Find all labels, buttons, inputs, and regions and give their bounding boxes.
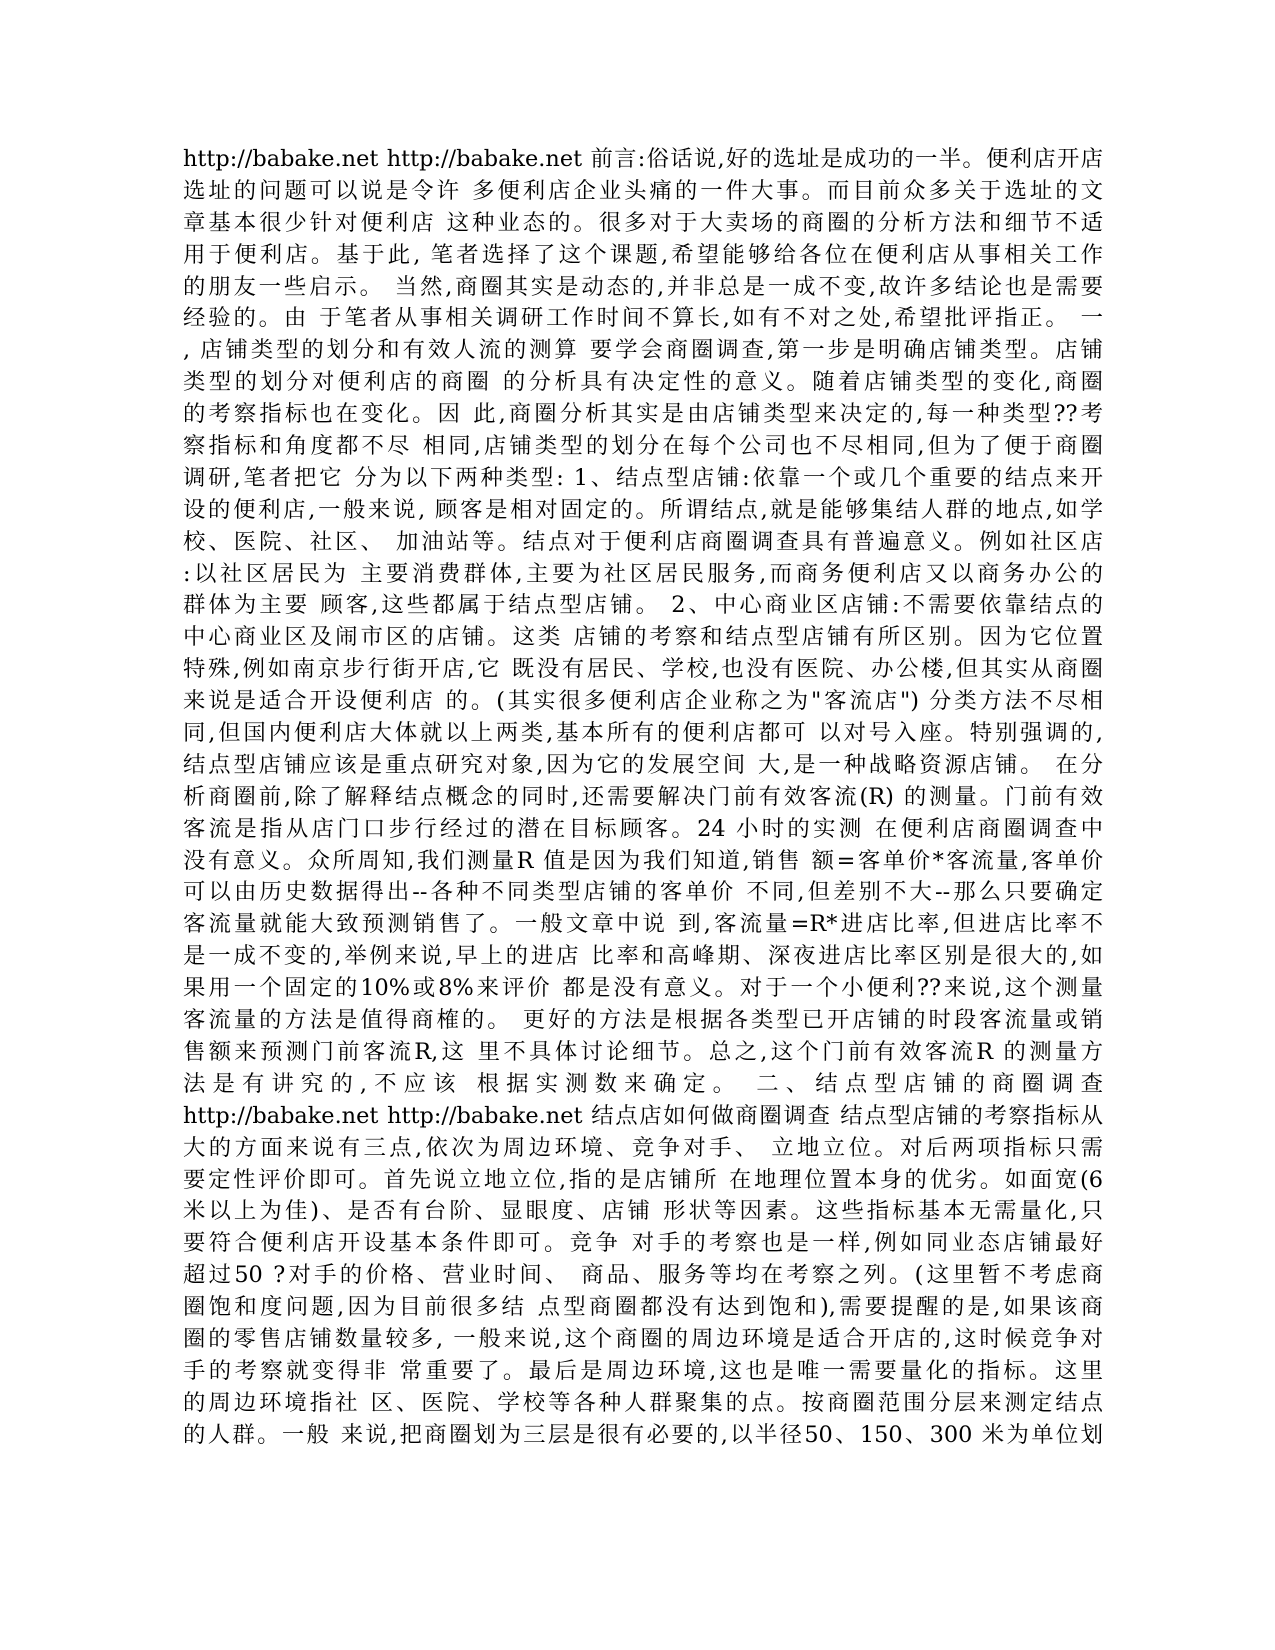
text-line: http://babake.net http://babake.net 前言:俗话说,好的选址是成功的一半。便利店开店 [183, 146, 1103, 172]
text-line: 果用一个固定的10%或8%来评价 都是没有意义。对于一个小便利??来说,这个测量 [183, 975, 1103, 1002]
text-line: 要定性评价即可。首先说立地立位,指的是店铺所 在地理位置本身的优劣。如面宽(6 [183, 1166, 1103, 1193]
text-line: 的周边环境指社 区、医院、学校等各种人群聚集的点。按商圈范围分层来测定结点 [183, 1389, 1103, 1416]
text-line: 法是有讲究的,不应该 根据实测数来确定。 二、结点型店铺的商圈调查 [183, 1070, 1103, 1097]
text-line: 大的方面来说有三点,依次为周边环境、竞争对手、 立地立位。对后两项指标只需 [183, 1134, 1103, 1161]
text-line: 来说是适合开设便利店 的。(其实很多便利店企业称之为"客流店") 分类方法不尽相 [183, 688, 1103, 715]
text-line: http://babake.net http://babake.net 结点店如何做商圈调查 结点型店铺的考察指标从 [183, 1102, 1103, 1129]
text-line: 章基本很少针对便利店 这种业态的。很多对于大卖场的商圈的分析方法和细节不适 [183, 209, 1103, 236]
text-line: :以社区居民为 主要消费群体,主要为社区居民服务,而商务便利店又以商务办公的 [183, 560, 1103, 587]
text-line: 结点型店铺应该是重点研究对象,因为它的发展空间 大,是一种战略资源店铺。 在分 [183, 751, 1103, 778]
text-line: 客流是指从店门口步行经过的潜在目标顾客。24 小时的实测 在便利店商圈调查中 [183, 815, 1103, 842]
text-line: 手的考察就变得非 常重要了。最后是周边环境,这也是唯一需要量化的指标。这里 [183, 1357, 1103, 1384]
text-line: 圈饱和度问题,因为目前很多结 点型商圈都没有达到饱和),需要提醒的是,如果该商 [183, 1294, 1103, 1321]
text-line: , 店铺类型的划分和有效人流的测算 要学会商圈调查,第一步是明确店铺类型。店铺 [183, 337, 1103, 364]
text-line: 要符合便利店开设基本条件即可。竞争 对手的考察也是一样,例如同业态店铺最好 [183, 1230, 1103, 1257]
text-line: 米以上为佳)、是否有台阶、显眼度、店铺 形状等因素。这些指标基本无需量化,只 [183, 1198, 1103, 1225]
text-line: 同,但国内便利店大体就以上两类,基本所有的便利店都可 以对号入座。特别强调的, [183, 720, 1103, 747]
text-line: 类型的划分对便利店的商圈 的分析具有决定性的意义。随着店铺类型的变化,商圈 [183, 369, 1103, 396]
text-line: 调研,笔者把它 分为以下两种类型: 1、结点型店铺:依靠一个或几个重要的结点来开 [183, 464, 1103, 491]
text-line: 的朋友一些启示。 当然,商圈其实是动态的,并非总是一成不变,故许多结论也是需要 [183, 273, 1103, 300]
text-line: 析商圈前,除了解释结点概念的同时,还需要解决门前有效客流(R) 的测量。门前有效 [183, 783, 1103, 810]
body-text [183, 144, 1103, 1452]
text-line: 设的便利店,一般来说, 顾客是相对固定的。所谓结点,就是能够集结人群的地点,如学 [183, 496, 1103, 523]
text-line: 的考察指标也在变化。因 此,商圈分析其实是由店铺类型来决定的,每一种类型??考 [183, 401, 1103, 428]
text-line: 售额来预测门前客流R,这 里不具体讨论细节。总之,这个门前有效客流R 的测量方 [183, 1038, 1103, 1065]
text-line: 没有意义。众所周知,我们测量R 值是因为我们知道,销售 额=客单价*客流量,客单价 [183, 847, 1103, 874]
text-line: 客流量就能大致预测销售了。一般文章中说 到,客流量=R*进店比率,但进店比率不 [183, 911, 1103, 938]
text-line: 校、医院、社区、 加油站等。结点对于便利店商圈调查具有普遍意义。例如社区店 [183, 528, 1103, 555]
text-line: 察指标和角度都不尽 相同,店铺类型的划分在每个公司也不尽相同,但为了便于商圈 [183, 433, 1103, 460]
text-line: 用于便利店。基于此, 笔者选择了这个课题,希望能够给各位在便利店从事相关工作 [183, 241, 1103, 268]
text-line: 是一成不变的,举例来说,早上的进店 比率和高峰期、深夜进店比率区别是很大的,如 [183, 943, 1103, 970]
text-line: 中心商业区及闹市区的店铺。这类 店铺的考察和结点型店铺有所区别。因为它位置 [183, 624, 1103, 651]
text-line: 群体为主要 顾客,这些都属于结点型店铺。 2、中心商业区店铺:不需要依靠结点的 [183, 592, 1103, 619]
text-line: 选址的问题可以说是令许 多便利店企业头痛的一件大事。而目前众多关于选址的文 [183, 177, 1103, 204]
text-line: 客流量的方法是值得商榷的。 更好的方法是根据各类型已开店铺的时段客流量或销 [183, 1007, 1103, 1034]
text-line: 超过50 ?对手的价格、营业时间、 商品、服务等均在考察之列。(这里暂不考虑商 [183, 1262, 1103, 1289]
text-line: 特殊,例如南京步行街开店,它 既没有居民、学校,也没有医院、办公楼,但其实从商圈 [183, 656, 1103, 683]
text-line: 的人群。一般 来说,把商圈划为三层是很有必要的,以半径50、150、300 米为单位划 [183, 1421, 1103, 1448]
text-line: 圈的零售店铺数量较多, 一般来说,这个商圈的周边环境是适合开店的,这时候竞争对 [183, 1325, 1103, 1352]
text-line: 经验的。由 于笔者从事相关调研工作时间不算长,如有不对之处,希望批评指正。 一 [183, 305, 1103, 332]
text-line: 可以由历史数据得出--各种不同类型店铺的客单价 不同,但差别不大--那么只要确定 [183, 879, 1103, 906]
